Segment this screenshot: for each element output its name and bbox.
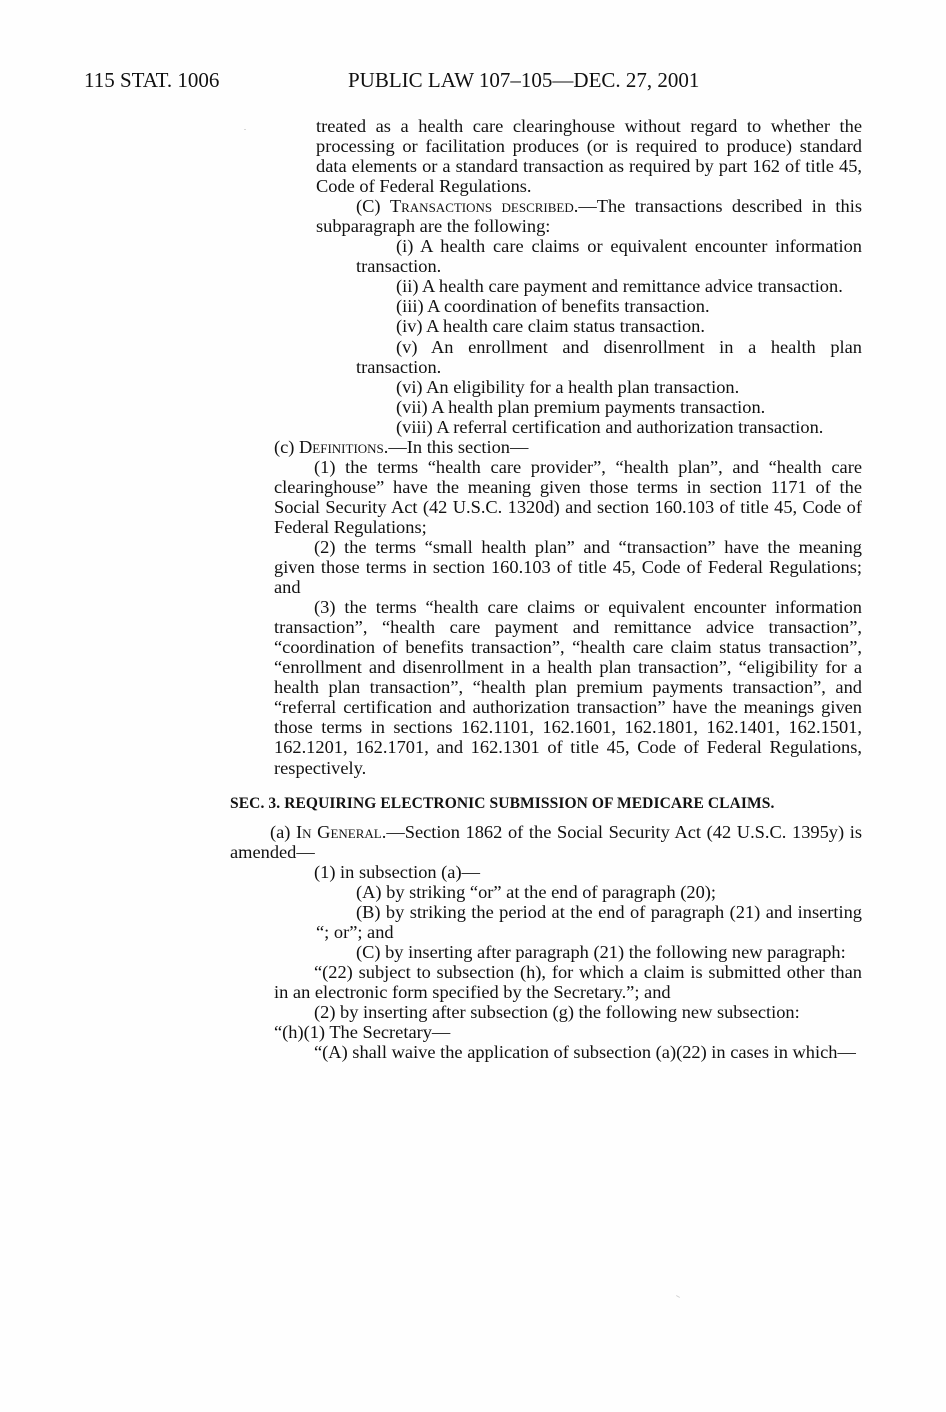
subsection-a-text: .—Section 1862 of the Social Security Act (42 U.S.C. 1395y) is amended—: [230, 821, 862, 862]
subsection-a: [230, 822, 862, 862]
quoted-paragraph-22: “(22) subject to subsection (h), for which a claim is submitted other than in an electronic form specified by the Secretary.”; and: [274, 961, 862, 1002]
subsection-a-label: (a): [270, 821, 297, 842]
subparagraph-c-label: (C): [356, 196, 390, 217]
definitions-heading: Definitions: [299, 436, 384, 457]
definition-1: (1) the terms “health care provider”, “health plan”, and “health care clearinghouse” have the meaning given those terms in section 1171 of the Social Security Act (42 U.S.C. 1320d) and section 160.103 of title 45, Code of Federal Regulations;: [274, 456, 862, 537]
clause-iii: (iii) A coordination of benefits transaction.: [396, 296, 710, 317]
clause-vii: (vii) A health plan premium payments transaction.: [396, 396, 766, 417]
clause-v: (v) An enrollment and disenrollment in a health plan transaction.: [356, 336, 862, 377]
subsection-a-heading: In General: [296, 821, 382, 842]
definitions-text: .—In this section—: [383, 436, 529, 457]
definition-3: (3) the terms “health care claims or equivalent encounter information transaction”, “health care payment and remittance advice transaction”, “coordination of benefits transaction”, “health care claim status transaction”, “enrollment and disenrollment in a health plan transaction”, “eligibility for a health plan transaction”, “health plan premium payments transaction”, and “referral certification and authorization transaction” have the meanings given those terms in sections 162.1101, 162.1601, 162.1801, 162.1401, 162.1501, 162.1201, 162.1701, and 162.1301 of title 45, Code of Federal Regulations, respectively.: [274, 597, 862, 778]
statute-page-number: 115 STAT. 1006: [84, 68, 220, 92]
subparagraph-a-1-A: (A) by striking “or” at the end of paragraph (20);: [356, 881, 717, 902]
paragraph-a-1: (1) in subsection (a)—: [314, 861, 480, 882]
paragraph-a-2: (2) by inserting after subsection (g) the following new subsection:: [314, 1002, 800, 1023]
subparagraph-c: [230, 196, 862, 236]
subparagraph-a-1-B: (B) by striking the period at the end of paragraph (21) and inserting “; or”; and: [316, 901, 862, 942]
definition-2: (2) the terms “small health plan” and “transaction” have the meaning given those terms in section 160.103 of title 45, Code of Federal Regulations; and: [274, 536, 862, 598]
clause-ii: (ii) A health care payment and remittance advice transaction.: [396, 276, 843, 297]
definitions-label: (c): [274, 436, 300, 457]
running-head: PUBLIC LAW 107–105—DEC. 27, 2001: [348, 68, 700, 92]
subparagraph-a-1-C: (C) by inserting after paragraph (21) the following new paragraph:: [356, 941, 846, 962]
subsection-c-definitions: [230, 437, 862, 457]
scan-mark: [676, 1295, 680, 1298]
clause-iv: (iv) A health care claim status transaction.: [396, 316, 705, 337]
section-3-heading: SEC. 3. REQUIRING ELECTRONIC SUBMISSION OF MEDICARE CLAIMS.: [230, 794, 775, 812]
clause-viii: (viii) A referral certification and authorization transaction.: [396, 416, 824, 437]
subparagraph-c-text: .—The transactions described in this subparagraph are the following:: [316, 196, 862, 237]
clause-vi: (vi) An eligibility for a health plan transaction.: [396, 376, 740, 397]
subparagraph-c-heading: Transactions described: [389, 196, 574, 217]
clause-i: (i) A health care claims or equivalent encounter information transaction.: [356, 236, 862, 277]
paragraph-continuation: treated as a health care clearinghouse without regard to whether the processing or facilitation produces (or is required to produce) standard data elements or a standard transaction as required by part 162 of title 45, Code of Federal Regulations.: [316, 116, 862, 197]
quoted-subparagraph-h-A: “(A) shall waive the application of subsection (a)(22) in cases in which—: [314, 1042, 856, 1063]
quoted-subsection-h-1: “(h)(1) The Secretary—: [274, 1022, 451, 1043]
document-body: [230, 116, 862, 1062]
